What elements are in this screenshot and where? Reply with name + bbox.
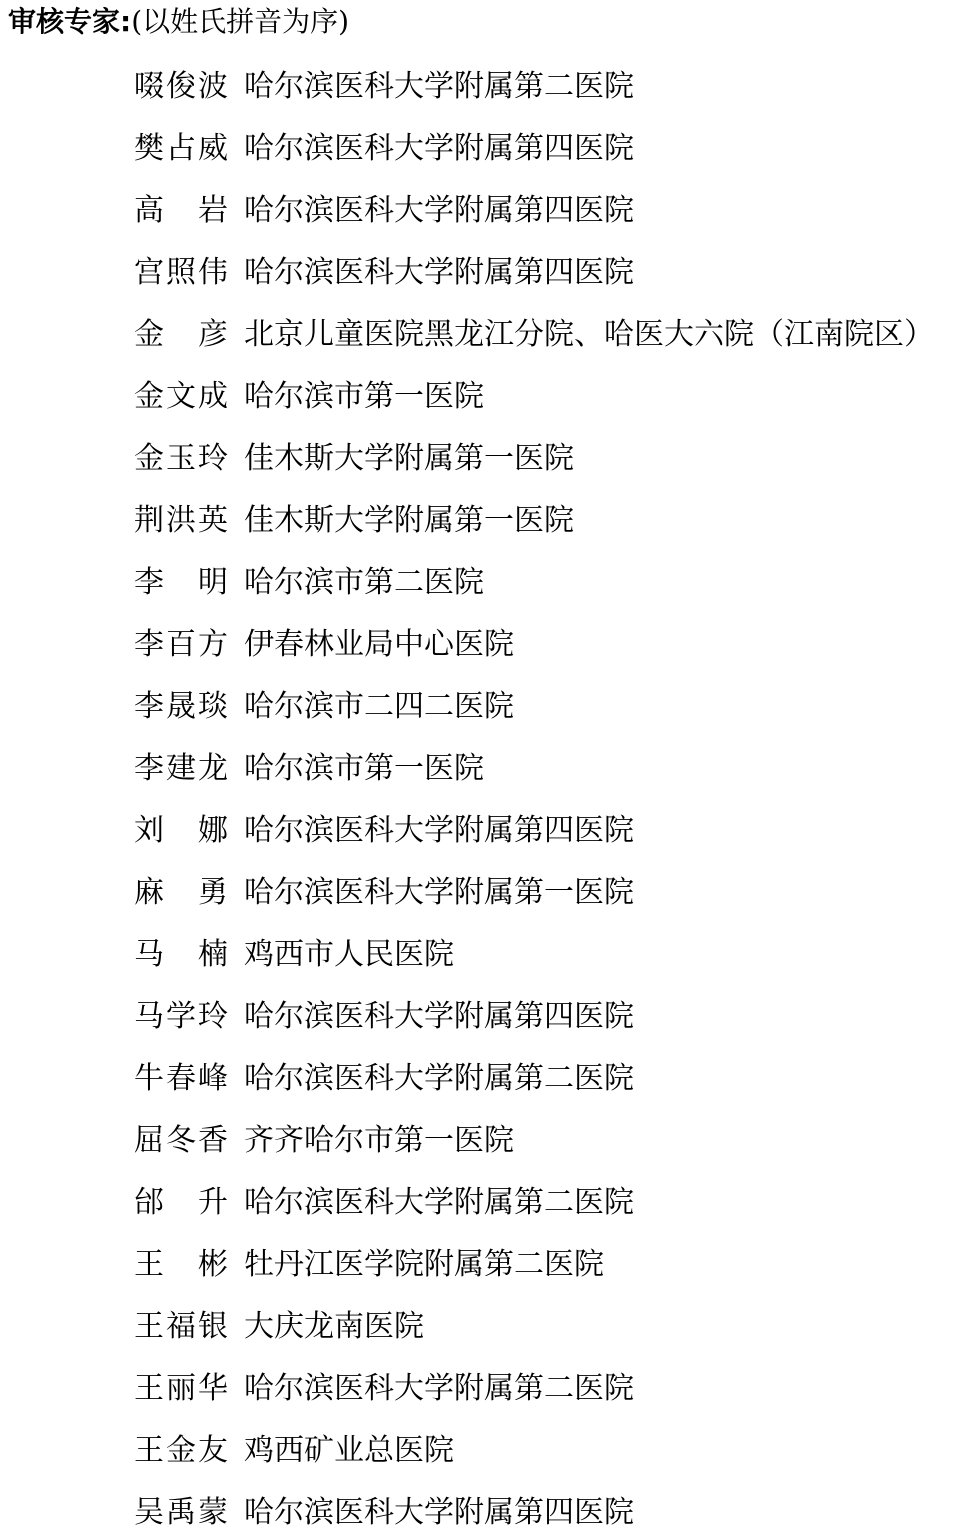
expert-name xyxy=(134,1115,228,1159)
expert-list xyxy=(134,52,974,1540)
expert-name-char: 俊 xyxy=(166,69,196,104)
expert-name xyxy=(134,557,228,601)
expert-name xyxy=(134,867,228,911)
expert-name-char: 方 xyxy=(198,627,228,662)
expert-name xyxy=(134,805,228,849)
expert-row xyxy=(134,238,974,300)
expert-name-char: 峰 xyxy=(198,1061,228,1096)
expert-name-char: 学 xyxy=(166,999,196,1034)
expert-name-char: 彦 xyxy=(198,317,228,352)
expert-name-char: 占 xyxy=(166,131,196,166)
expert-organization: 佳木斯大学附属第一医院 xyxy=(244,441,574,476)
expert-name-char: 春 xyxy=(166,1061,196,1096)
expert-organization: 哈尔滨市第一医院 xyxy=(244,379,484,414)
expert-name-char: 李 xyxy=(134,751,164,786)
expert-name xyxy=(134,991,228,1035)
expert-organization: 哈尔滨医科大学附属第二医院 xyxy=(244,1185,634,1220)
expert-row xyxy=(134,1416,974,1478)
expert-organization: 牡丹江医学院附属第二医院 xyxy=(244,1247,604,1282)
expert-name xyxy=(134,1487,228,1531)
expert-name-char: 玲 xyxy=(198,441,228,476)
expert-name-char: 银 xyxy=(198,1309,228,1344)
expert-organization: 鸡西矿业总医院 xyxy=(244,1433,454,1468)
expert-name xyxy=(134,743,228,787)
expert-name-char: 樊 xyxy=(134,131,164,166)
expert-row xyxy=(134,486,974,548)
expert-name-char: 文 xyxy=(166,379,196,414)
expert-row xyxy=(134,858,974,920)
expert-name xyxy=(134,1177,228,1221)
expert-name-char: 玉 xyxy=(166,441,196,476)
expert-name xyxy=(134,929,228,973)
expert-name-char: 金 xyxy=(166,1433,196,1468)
expert-name-char: 王 xyxy=(134,1371,164,1406)
expert-organization: 哈尔滨医科大学附属第四医院 xyxy=(244,999,634,1034)
expert-name-char: 刘 xyxy=(134,813,164,848)
expert-organization: 北京儿童医院黑龙江分院、哈医大六院（江南院区） xyxy=(244,317,934,352)
expert-name-char: 王 xyxy=(134,1247,164,1282)
expert-name xyxy=(134,619,228,663)
expert-row xyxy=(134,1292,974,1354)
expert-name xyxy=(134,1053,228,1097)
expert-name-char: 岩 xyxy=(198,193,228,228)
expert-name xyxy=(134,433,228,477)
expert-name xyxy=(134,495,228,539)
expert-name xyxy=(134,1239,228,1283)
expert-name-char: 荆 xyxy=(134,503,164,538)
expert-name-char: 冬 xyxy=(166,1123,196,1158)
expert-name-char: 金 xyxy=(134,379,164,414)
expert-name-char: 建 xyxy=(166,751,196,786)
expert-name-char: 麻 xyxy=(134,875,164,910)
expert-name-char: 牛 xyxy=(134,1061,164,1096)
expert-name-char: 娜 xyxy=(198,813,228,848)
expert-organization: 哈尔滨医科大学附属第四医院 xyxy=(244,255,634,290)
expert-row xyxy=(134,362,974,424)
expert-organization: 哈尔滨医科大学附属第二医院 xyxy=(244,1371,634,1406)
expert-name-char: 华 xyxy=(198,1371,228,1406)
expert-name-char: 福 xyxy=(166,1309,196,1344)
expert-name-char: 楠 xyxy=(198,937,228,972)
expert-name-char: 李 xyxy=(134,627,164,662)
expert-name xyxy=(134,681,228,725)
expert-organization: 哈尔滨市第一医院 xyxy=(244,751,484,786)
expert-name-char: 玲 xyxy=(198,999,228,1034)
expert-name-char: 高 xyxy=(134,193,164,228)
expert-row xyxy=(134,1106,974,1168)
expert-organization: 哈尔滨市第二医院 xyxy=(244,565,484,600)
expert-name-char: 王 xyxy=(134,1433,164,1468)
expert-row xyxy=(134,734,974,796)
expert-name-char: 英 xyxy=(198,503,228,538)
expert-name xyxy=(134,371,228,415)
expert-name-char: 邰 xyxy=(134,1185,164,1220)
expert-name-char: 龙 xyxy=(198,751,228,786)
expert-name-char: 宫 xyxy=(134,255,164,290)
expert-name-char: 百 xyxy=(166,627,196,662)
expert-organization: 哈尔滨医科大学附属第二医院 xyxy=(244,69,634,104)
expert-name xyxy=(134,1363,228,1407)
expert-row xyxy=(134,610,974,672)
expert-name-char: 丽 xyxy=(166,1371,196,1406)
expert-name-char: 金 xyxy=(134,317,164,352)
expert-organization: 哈尔滨医科大学附属第一医院 xyxy=(244,875,634,910)
expert-name-char: 伟 xyxy=(198,255,228,290)
expert-row xyxy=(134,1044,974,1106)
expert-name-char: 李 xyxy=(134,689,164,724)
expert-name-char: 蒙 xyxy=(198,1495,228,1530)
expert-row xyxy=(134,176,974,238)
expert-organization: 齐齐哈尔市第一医院 xyxy=(244,1123,514,1158)
expert-row xyxy=(134,424,974,486)
expert-row xyxy=(134,52,974,114)
expert-row xyxy=(134,300,974,362)
expert-name-char: 香 xyxy=(198,1123,228,1158)
expert-organization: 哈尔滨医科大学附属第二医院 xyxy=(244,1061,634,1096)
expert-name-char: 啜 xyxy=(134,69,164,104)
expert-name-char: 马 xyxy=(134,937,164,972)
expert-name-char: 琰 xyxy=(198,689,228,724)
expert-organization: 哈尔滨医科大学附属第四医院 xyxy=(244,813,634,848)
expert-name-char: 晟 xyxy=(166,689,196,724)
expert-organization: 伊春林业局中心医院 xyxy=(244,627,514,662)
section-note: (以姓氏拼音为序) xyxy=(131,5,350,38)
expert-name-char: 升 xyxy=(198,1185,228,1220)
expert-row xyxy=(134,114,974,176)
expert-name-char: 李 xyxy=(134,565,164,600)
section-title: 审核专家: xyxy=(8,5,132,38)
expert-name xyxy=(134,61,228,105)
expert-name-char: 彬 xyxy=(198,1247,228,1282)
expert-row xyxy=(134,548,974,610)
expert-row xyxy=(134,1354,974,1416)
expert-organization: 哈尔滨医科大学附属第四医院 xyxy=(244,1495,634,1530)
expert-name-char: 洪 xyxy=(166,503,196,538)
expert-row xyxy=(134,796,974,858)
expert-name-char: 金 xyxy=(134,441,164,476)
expert-name-char: 马 xyxy=(134,999,164,1034)
expert-organization: 哈尔滨医科大学附属第四医院 xyxy=(244,131,634,166)
expert-name-char: 禹 xyxy=(166,1495,196,1530)
expert-name-char: 吴 xyxy=(134,1495,164,1530)
expert-row xyxy=(134,1230,974,1292)
expert-name-char: 屈 xyxy=(134,1123,164,1158)
expert-row xyxy=(134,982,974,1044)
expert-organization: 哈尔滨市二四二医院 xyxy=(244,689,514,724)
expert-name xyxy=(134,247,228,291)
expert-row xyxy=(134,920,974,982)
expert-row xyxy=(134,672,974,734)
expert-name-char: 友 xyxy=(198,1433,228,1468)
expert-organization: 佳木斯大学附属第一医院 xyxy=(244,503,574,538)
expert-name xyxy=(134,123,228,167)
section-header xyxy=(8,2,349,42)
expert-organization: 哈尔滨医科大学附属第四医院 xyxy=(244,193,634,228)
expert-organization: 大庆龙南医院 xyxy=(244,1309,424,1344)
expert-name-char: 明 xyxy=(198,565,228,600)
expert-name-char: 勇 xyxy=(198,875,228,910)
expert-name-char: 照 xyxy=(166,255,196,290)
expert-row xyxy=(134,1478,974,1540)
expert-name-char: 威 xyxy=(198,131,228,166)
expert-name xyxy=(134,185,228,229)
expert-organization: 鸡西市人民医院 xyxy=(244,937,454,972)
expert-name xyxy=(134,309,228,353)
expert-row xyxy=(134,1168,974,1230)
expert-name-char: 王 xyxy=(134,1309,164,1344)
expert-name xyxy=(134,1425,228,1469)
expert-name-char: 成 xyxy=(198,379,228,414)
expert-name-char: 波 xyxy=(198,69,228,104)
expert-name xyxy=(134,1301,228,1345)
